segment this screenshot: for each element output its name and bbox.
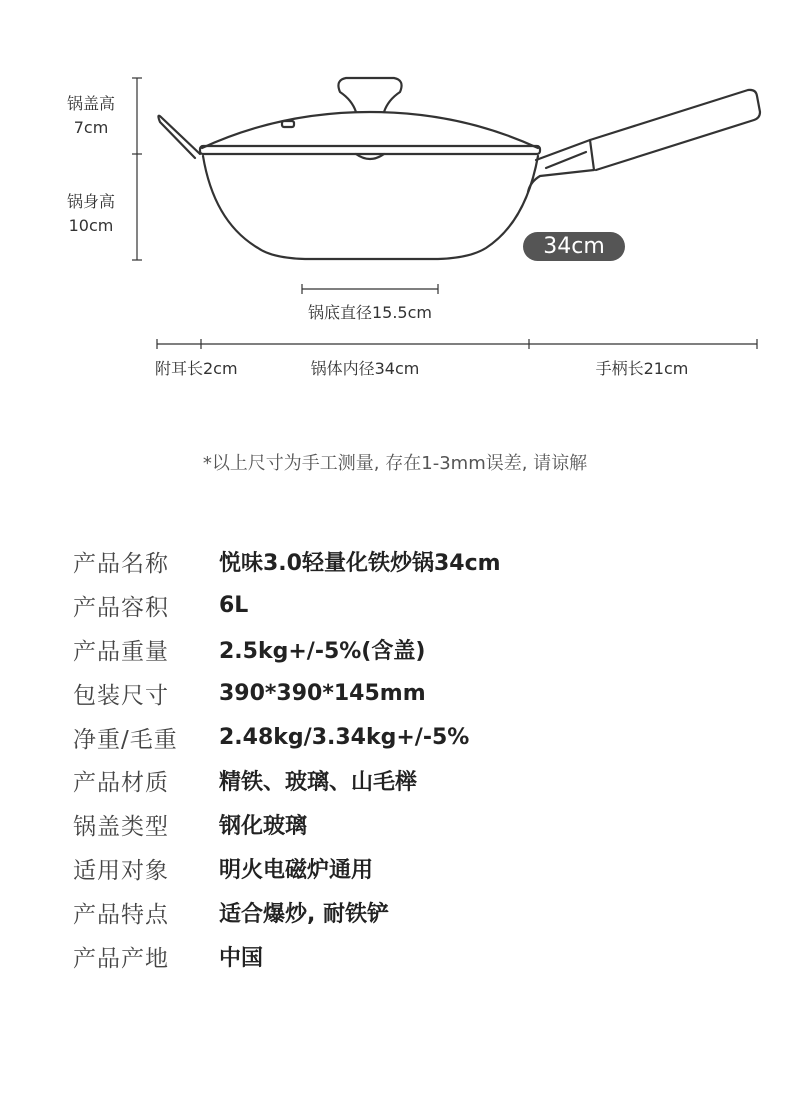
- lid-height-value: 7cm: [73, 118, 109, 137]
- spec-row: [73, 584, 753, 628]
- spec-value: 中国: [219, 945, 264, 971]
- inner-diameter-label: 锅体内径34cm: [310, 359, 420, 378]
- spec-value: 6L: [219, 593, 249, 619]
- spec-value: 2.5kg+/-5%(含盖): [219, 638, 426, 664]
- spec-key: 产品特点: [73, 901, 169, 928]
- spec-table: [73, 540, 753, 978]
- lid-vent: [282, 121, 294, 127]
- spec-value: 精铁、玻璃、山毛榉: [219, 770, 418, 796]
- handle-length-label: 手柄长21cm: [595, 359, 689, 378]
- spec-row: [73, 803, 753, 847]
- ear-length-label: 附耳长2cm: [155, 359, 238, 378]
- ear-handle: [158, 116, 200, 158]
- lid-height-label: 锅盖高: [66, 94, 115, 113]
- spec-key: 产品名称: [73, 551, 169, 578]
- long-handle: [590, 90, 760, 170]
- spec-value: 悦味3.0轻量化铁炒锅34cm: [219, 551, 501, 577]
- spec-value: 适合爆炒, 耐铁铲: [219, 901, 390, 927]
- spec-key: 锅盖类型: [73, 814, 169, 841]
- spec-value: 2.48kg/3.34kg+/-5%: [219, 724, 470, 750]
- spec-value: 钢化玻璃: [219, 814, 308, 840]
- spec-key: 净重/毛重: [73, 726, 178, 753]
- spec-key: 产品重量: [73, 638, 169, 665]
- spec-row: [73, 628, 753, 672]
- body-height-label: 锅身高: [66, 192, 115, 211]
- lid-rim: [200, 146, 540, 154]
- spec-row: [73, 540, 753, 584]
- spec-row: [73, 847, 753, 891]
- measurement-note: *以上尺寸为手工测量, 存在1-3mm误差, 请谅解: [202, 453, 588, 474]
- wok-body: [203, 156, 538, 259]
- spec-key: 产品产地: [73, 945, 169, 972]
- spec-key: 产品材质: [73, 770, 169, 797]
- spec-row: [73, 759, 753, 803]
- spec-row: [73, 671, 753, 715]
- lid-dome: [202, 112, 538, 148]
- spec-row: [73, 890, 753, 934]
- spec-value: 390*390*145mm: [219, 680, 426, 706]
- spec-row: [73, 934, 753, 978]
- spec-value: 明火电磁炉通用: [219, 857, 374, 883]
- spec-key: 适用对象: [73, 857, 169, 884]
- body-height-value: 10cm: [68, 216, 114, 235]
- size-badge: 34cm: [523, 232, 625, 261]
- base-diameter-label: 锅底直径15.5cm: [307, 303, 432, 322]
- lid-knob: [338, 78, 401, 112]
- spec-key: 包装尺寸: [73, 682, 169, 709]
- spec-key: 产品容积: [73, 595, 169, 622]
- spec-row: [73, 715, 753, 759]
